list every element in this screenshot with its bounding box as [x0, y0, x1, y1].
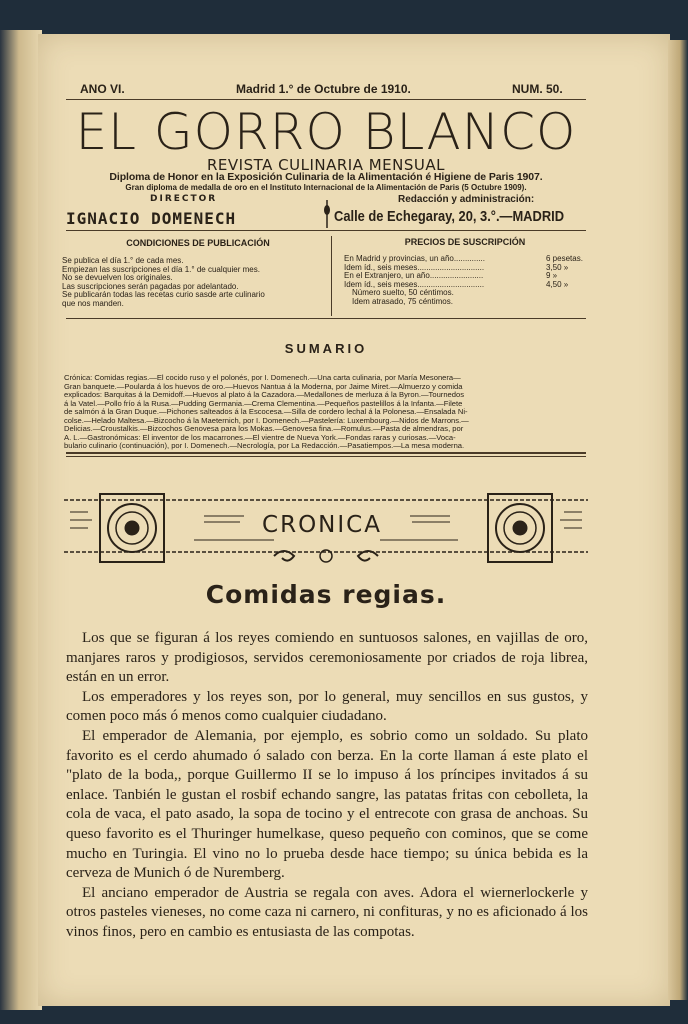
conditions-line: Se publicarán todas las recetas curio sasde arte culinario [62, 290, 265, 300]
sumario-line: Gran banquete.—Poularda á los huevos de oro.—Huevos Nantua á la Moderna, por Jaime Miret.—Almuerzo y comida [64, 381, 463, 391]
divider-ornament [322, 198, 332, 230]
sumario-line: á la Vatel.—Pollo frío á la Rusa.—Pudding Germania.—Crema Clementina.—Pequeños pastelillos á la Infanta.—Filete [64, 398, 463, 408]
article-paragraph: El emperador de Alemania, por ejemplo, es sobrio como un soldado. Su plato favorito es el cerdo ahumado ó salado con berza. En la corte llaman á este plato el "plato de la boda,, porque Guillermo II se lo impuso á los príncipes invitados á su enlace. Tanbién le gustan el rosbif echando sangre, las patatas fritas con cebolleta, la cola de vaca, el pato asado, la sopa de tocino y el entrecote con grasa de anchoas. Su queso favorito es el Thuringer humelkase, queso pequeño con cominos, que se come mucho en Turingia. El vino no lo prueba desde hace tiempo; su única bebida es la cerveza de Munich ó de Nuremberg. [66, 727, 588, 882]
sumario-heading: SUMARIO [284, 341, 368, 356]
sumario-line: bulario culinario (continuación), por I. Domenech.—Necrología, por La Redacción.—Pasatiempos.—La mesa moderna. [64, 441, 465, 450]
conditions-line: No se devuelven los originales. [62, 273, 173, 283]
article-body [66, 629, 588, 943]
sumario-rule [66, 452, 586, 454]
masthead-rule [66, 230, 586, 231]
sumario-line: de salmón á la Gran Duque.—Pichones salteados á la Escocesa.—Silla de cordero lechal á la Polonesa.—Ensalada Ni- [64, 407, 468, 416]
sumario-line: Delicias.—Croustalkis.—Bizcochos Genovesa para los Mokas.—Genovesa fina.—Romulus.—Pasta de almendras, por [64, 424, 464, 433]
left-page-edge [0, 30, 42, 1010]
price-row: En el Extranjero, un año........................ 9 » [344, 271, 558, 281]
conditions-list [62, 257, 330, 309]
price-extra: Número suelto, 50 céntimos. [352, 288, 454, 298]
header-number: NUM. 50. [512, 82, 563, 96]
diploma-line-2: Gran diploma de medalla de oro en el Instituto Internacional de la Alimentación de Paris (5 Octubre 1909). [125, 183, 527, 192]
price-row: Idem íd., seis meses.............................. 4,50 » [344, 279, 569, 289]
sumario-rule-thin [66, 456, 586, 457]
conditions-line: que nos manden. [62, 298, 124, 308]
price-row: Idem íd., seis meses.............................. 3,50 » [344, 262, 569, 272]
conditions-line: Se publica el día 1.° de cada mes. [62, 256, 184, 265]
article-title: Comidas regias. [205, 580, 447, 609]
sumario-line: explicados: Barquitas á la Demidoff.—Huevos al plato á la Cazadora.—Medallones de merluza á la Byron.—Tournedos [64, 390, 465, 399]
conditions-line: Empiezan las suscripciones el día 1.° de cualquier mes. [62, 264, 260, 274]
redaccion-label: Redacción y administración: [398, 194, 535, 205]
masthead-subtitle: REVISTA CULINARIA MENSUAL [207, 156, 445, 174]
price-extra: Idem atrasado, 75 céntimos. [352, 296, 453, 306]
sumario-line: colse.—Helado Maltesa.—Bizcocho á la Maeternich, por I. Domenech.—Pastelería: Luxembourg.—Nidos de Marrons.— [64, 415, 469, 425]
prices-heading: PRECIOS DE SUSCRIPCIÓN [404, 237, 526, 247]
conditions-heading: CONDICIONES DE PUBLICACIÓN [126, 238, 270, 248]
article-paragraph: Los que se figuran á los reyes comiendo en suntuosos salones, en vajillas de oro, manjares raros y prodigiosos, servidos ceremoniosamente por criados de roja librea, están en un error. [66, 630, 588, 686]
header-year: ANO VI. [80, 82, 125, 96]
right-page-edge [668, 40, 688, 1000]
address: Calle de Echegaray, 20, 3.°.—MADRID [334, 208, 565, 225]
article-paragraph: Los emperadores y los reyes son, por lo general, muy sencillos en sus gustos, y comen poco más ó menos como cualquier ciudadano. [66, 688, 588, 725]
masthead-title: EL GORRO BLANCO [75, 103, 577, 161]
column-divider [331, 236, 332, 316]
article-paragraph: El anciano emperador de Austria se regala con aves. Adora el wiernerlockerle y otros pasteles vieneses, no come caza ni carnero, ni confituras, y no es aficionado á los vinos finos, pero en cambio es entusiasta de las compotas. [66, 884, 588, 940]
price-row: En Madrid y provincias, un año.............. 6 pesetas. [344, 254, 583, 263]
header-date: Madrid 1.° de Octubre de 1910. [236, 82, 411, 96]
sumario-text [64, 374, 590, 451]
prices-rule [66, 318, 586, 319]
director-name: IGNACIO DOMENECH [66, 209, 237, 228]
conditions-line: Las suscripciones serán pagadas por adelantado. [62, 281, 239, 291]
sumario-line: A. L.—Gastronómicas: El inventor de los macarrones.—El vientre de Nueva York.—Fondas raras y curiosas.—Voca- [64, 432, 456, 442]
sumario-line: Crónica: Comidas regias.—El cocido ruso y el polonés, por I. Domenech.—Una carta culinaria, por María Mesonera— [64, 373, 461, 382]
header-rule [66, 99, 586, 100]
cronica-banner: CRONICA [262, 512, 382, 538]
director-label: DIRECTOR [150, 194, 218, 204]
diploma-line-1: Diploma de Honor en la Exposición Culinaria de la Alimentación é Higiene de Paris 1907. [109, 171, 543, 183]
prices-list [344, 255, 600, 307]
